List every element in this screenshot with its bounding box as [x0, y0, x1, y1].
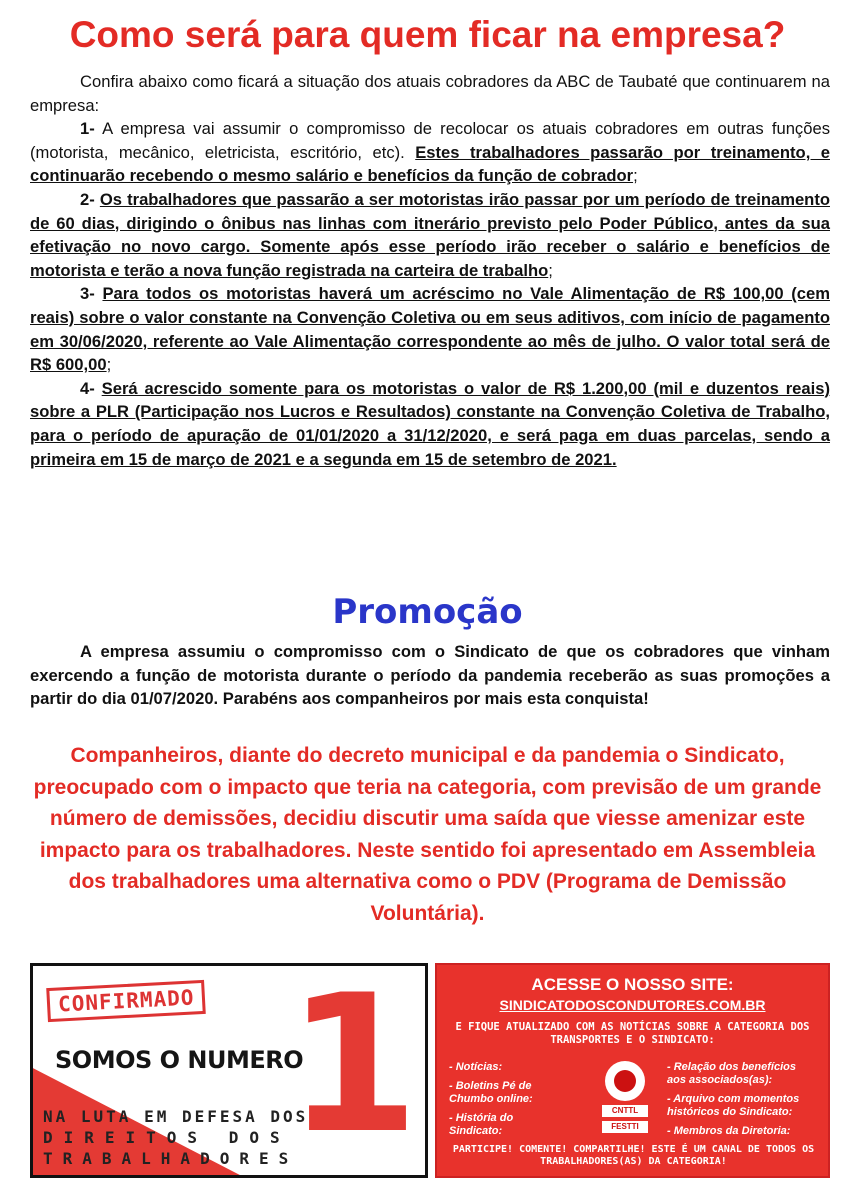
website-footer: PARTICIPE! COMENTE! COMPARTILHE! ESTE É UM CANAL DE TODOS OS TRABALHADORES(AS) DA CATEGORIA! — [452, 1144, 815, 1167]
item-number: 2- — [80, 189, 95, 209]
item-number: 1- — [80, 119, 95, 139]
item-end: ; — [633, 166, 638, 186]
festti-logo: FESTTI — [602, 1121, 648, 1133]
promo-heading: Promoção — [332, 592, 523, 632]
promo-paragraph: A empresa assumiu o compromisso com o Sindicato de que os cobradores que vinham exercendo a função de motorista durante o período da pandemia receberão as suas promoções a partir do dia 01/07/2020. Parabéns aos companheiros por mais esta conquista! — [30, 642, 830, 709]
item-highlight-text: Será acrescido somente para os motoristas o valor de R$ 1.200,00 (mil e duzentos reais) sobre a PLR (Participação nos Lucros e Resultados) constante na Convenção Coletiva de Trabalho, para o período de apuração de 01/01/2020 a 31/12/2020, e será paga em duas parcelas, sendo a primeira em 15 de março de 2021 e a segunda em 15 de setembro de 2021. — [30, 378, 830, 469]
feature-item: - História do Sindicato: — [449, 1112, 514, 1137]
feature-item: - Notícias: — [449, 1061, 503, 1073]
website-features — [445, 1061, 822, 1141]
website-title: ACESSE O NOSSO SITE: — [531, 975, 734, 994]
item-plain-text: A empresa vai assumir o compromisso de recolocar os atuais cobradores em outras funções (motorista, mecânico, eletricista, escritório, etc). — [30, 119, 830, 162]
item-4 — [30, 377, 830, 471]
slogan-line: TRABALHADORES — [43, 1149, 299, 1168]
slogan-line: NA LUTA EM DEFESA DOS — [43, 1107, 309, 1126]
item-2 — [30, 188, 830, 282]
banner-headline: SOMOS O NUMERO — [55, 1046, 304, 1074]
item-highlight-text: Estes trabalhadores passarão por treinamento, e continuarão recebendo o mesmo salário e benefícios da função de cobrador — [30, 142, 830, 186]
website-banner — [435, 963, 830, 1178]
union-statement: Companheiros, diante do decreto municipal e da pandemia o Sindicato, preocupado com o impacto que teria na categoria, com previsão de um grande número de demissões, decidiu discutir uma saída que viesse amenizar este impacto para os trabalhadores. Neste sentido foi apresentado em Assembleia dos trabalhadores uma alternativa como o PDV (Programa de Demissão Voluntária). — [33, 744, 822, 925]
promo-section — [30, 640, 830, 711]
union-logos — [595, 1061, 655, 1139]
website-link[interactable]: SINDICATODOSCONDUTORES.COM.BR — [499, 997, 766, 1013]
item-highlight-text: Os trabalhadores que passarão a ser motoristas irão passar por um período de treinamento de 60 dias, dirigindo o ônibus nas linhas com itnerário previsto pelo Poder Público, antes da sua efetivação no novo cargo. Somente após esse período irão receber o salário e benefícios de motorista e terão a nova função registrada na carteira de trabalho — [30, 189, 830, 280]
feature-item: - Boletins Pé de Chumbo online: — [449, 1080, 533, 1105]
item-number: 3- — [80, 284, 95, 304]
item-end: ; — [106, 355, 112, 375]
website-subtitle: E FIQUE ATUALIZADO COM AS NOTÍCIAS SOBRE A CATEGORIA DOS TRANSPORTES E O SINDICATO: — [455, 1021, 810, 1046]
item-number: 4- — [80, 378, 95, 398]
conditions-section — [30, 70, 830, 471]
banner-slogan — [43, 1106, 343, 1169]
confirmed-stamp: CONFIRMADO — [46, 980, 206, 1022]
feature-item: - Arquivo com momentos históricos do Sindicato: — [667, 1093, 800, 1118]
page-title: Como será para quem ficar na empresa? — [69, 14, 786, 55]
cnttl-logo: CNTTL — [602, 1105, 648, 1117]
item-plain-text — [95, 379, 102, 398]
slogan-line: DIREITOS DOS — [43, 1128, 291, 1147]
number-one-banner — [30, 963, 428, 1178]
big-number-one: 1 — [286, 963, 419, 1175]
item-end: ; — [548, 260, 553, 280]
intro-paragraph: Confira abaixo como ficará a situação dos atuais cobradores da ABC de Taubaté que continuarem na empresa: — [30, 72, 830, 115]
item-highlight-text: Para todos os motoristas haverá um acréscimo no Vale Alimentação de R$ 100,00 (cem reais) sobre o valor constante na Convenção Coletiva ou em seus aditivos, com início de pagamento em 30/06/2020, referente ao Vale Alimentação correspondente ao mês de julho. O valor total será de R$ 600,00 — [30, 284, 830, 375]
feature-item: - Membros da Diretoria: — [667, 1125, 791, 1137]
item-1 — [30, 117, 830, 188]
union-seal-icon — [605, 1061, 645, 1101]
features-right — [667, 1061, 817, 1144]
features-left — [449, 1061, 569, 1144]
feature-item: - Relação dos benefícios aos associados(as): — [667, 1061, 796, 1086]
item-3 — [30, 282, 830, 376]
